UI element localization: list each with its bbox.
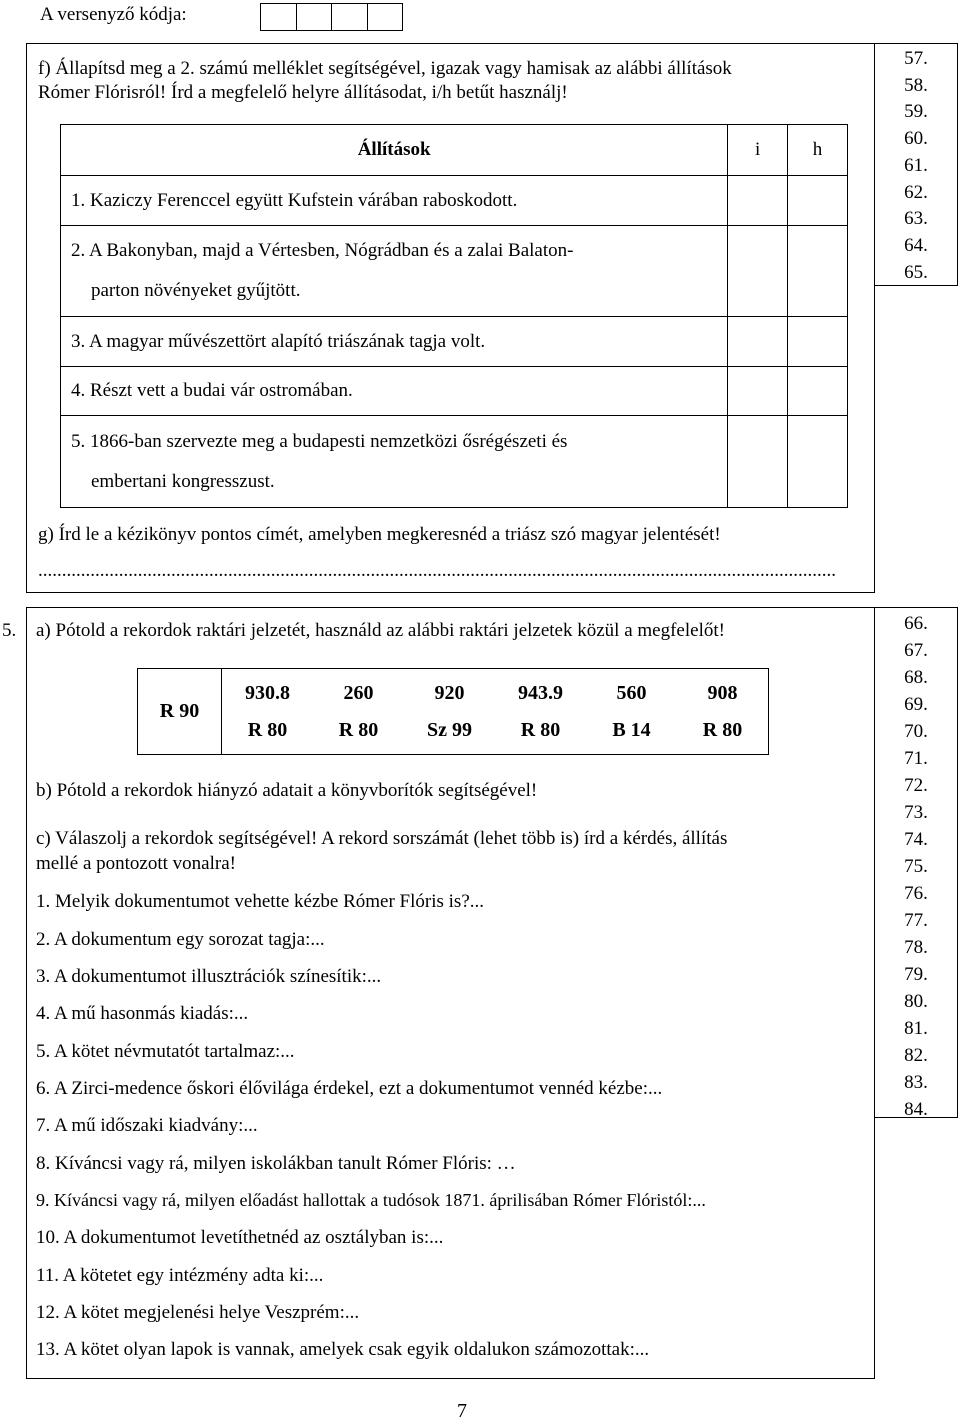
question-5[interactable]: 5. A kötet névmutatót tartalmaz:...: [36, 1041, 295, 1062]
score-label: 66.: [904, 613, 928, 634]
score-label: 75.: [904, 856, 928, 877]
code-box-2[interactable]: [296, 3, 333, 31]
question-8[interactable]: 8. Kíváncsi vagy rá, milyen iskolákban tanult Rómer Flóris: …: [36, 1153, 516, 1174]
score-label: 64.: [904, 234, 928, 256]
question-10[interactable]: 10. A dokumentumot levetíthetnéd az osztályban is:...: [36, 1227, 444, 1248]
score-label: 69.: [904, 694, 928, 715]
score-label: 84.: [904, 1099, 928, 1120]
score-label: 76.: [904, 883, 928, 904]
task-g-instruction: g) Írd le a kézikönyv pontos címét, amelyben megkeresnéd a triász szó magyar jelentését!: [38, 524, 721, 545]
statements-table: [60, 124, 848, 508]
task-f-instruction-line1: f) Állapítsd meg a 2. számú melléklet segítségével, igazak vagy hamisak az alábbi állítások: [38, 58, 732, 79]
question-7[interactable]: 7. A mű időszaki kiadvány:...: [36, 1115, 258, 1136]
task-5a-instruction: a) Pótold a rekordok raktári jelzetét, használd az alábbi raktári jelzetek közül a megfelelőt!: [36, 620, 725, 641]
shelf-mark-option: 560 B 14: [612, 681, 651, 741]
score-label: 68.: [904, 667, 928, 688]
shelf-mark-option: 920 Sz 99: [427, 681, 472, 741]
task-5-number: 5.: [2, 620, 17, 641]
score-label: 58.: [904, 74, 928, 96]
contestant-code-boxes[interactable]: [261, 3, 403, 31]
question-1[interactable]: 1. Melyik dokumentumot vehette kézbe Rómer Flóris is?...: [36, 891, 485, 912]
statement-3: 3. A magyar művészettört alapító triászának tagja volt.: [61, 317, 728, 366]
score-label: 83.: [904, 1072, 928, 1093]
task-5c-instruction-line2: mellé a pontozott vonalra!: [36, 853, 236, 874]
shelf-mark-table: [137, 668, 769, 755]
statement-2-true-cell[interactable]: [728, 225, 788, 317]
shelf-mark-option: 260 R 80: [338, 681, 379, 741]
question-12[interactable]: 12. A kötet megjelenési helye Veszprém:...: [36, 1302, 360, 1323]
score-label: 59.: [904, 101, 928, 123]
statement-1: 1. Kaziczy Ferenccel együtt Kufstein várában raboskodott.: [61, 176, 728, 225]
score-label: 79.: [904, 964, 928, 985]
shelf-mark-options: [222, 669, 769, 755]
false-column-header: h: [788, 125, 848, 176]
page-number: 7: [457, 1400, 467, 1422]
statement-4: 4. Részt vett a budai vár ostromában.: [61, 366, 728, 415]
score-label: 63.: [904, 208, 928, 230]
statement-4-true-cell[interactable]: [728, 366, 788, 415]
score-label: 62.: [904, 181, 928, 203]
shelf-mark-option: 908 R 80: [702, 681, 743, 741]
score-label: 81.: [904, 1018, 928, 1039]
question-11[interactable]: 11. A kötetet egy intézmény adta ki:...: [36, 1265, 324, 1286]
shelf-mark-r90: R 90: [138, 669, 222, 755]
score-label: 78.: [904, 937, 928, 958]
question-6[interactable]: 6. A Zirci-medence őskori élővilága érdekel, ezt a dokumentumot vennéd kézbe:...: [36, 1078, 663, 1099]
statement-5-true-cell[interactable]: [728, 416, 788, 508]
contestant-code-label: A versenyző kódja:: [40, 4, 187, 25]
statement-2: 2. A Bakonyban, majd a Vértesben, Nógrádban és a zalai Balaton- parton növényeket gyűjtött.: [61, 225, 728, 317]
score-label: 74.: [904, 829, 928, 850]
score-label: 70.: [904, 721, 928, 742]
score-label: 80.: [904, 991, 928, 1012]
score-label: 71.: [904, 748, 928, 769]
task-f-instruction-line2: Rómer Flórisról! Írd a megfelelő helyre állításodat, i/h betűt használj!: [38, 82, 568, 103]
task-g-answer-line[interactable]: ........................................................................................................................................................................: [38, 560, 836, 581]
true-column-header: i: [728, 125, 788, 176]
shelf-mark-option: 930.8 R 80: [245, 681, 290, 741]
code-box-3[interactable]: [331, 3, 368, 31]
statement-5-false-cell[interactable]: [788, 416, 848, 508]
score-label: 73.: [904, 802, 928, 823]
statement-1-true-cell[interactable]: [728, 176, 788, 225]
task-5c-instruction-line1: c) Válaszolj a rekordok segítségével! A rekord sorszámát (lehet több is) írd a kérdés, állítás: [36, 828, 728, 849]
score-label: 72.: [904, 775, 928, 796]
statement-1-false-cell[interactable]: [788, 176, 848, 225]
score-label: 77.: [904, 910, 928, 931]
statements-header: Állítások: [61, 125, 728, 176]
statement-4-false-cell[interactable]: [788, 366, 848, 415]
question-13[interactable]: 13. A kötet olyan lapok is vannak, amelyek csak egyik oldalukon számozottak:...: [36, 1339, 650, 1360]
score-label: 65.: [904, 261, 928, 283]
question-4[interactable]: 4. A mű hasonmás kiadás:...: [36, 1003, 249, 1024]
score-column-57-65: [874, 43, 958, 286]
task-5b-instruction: b) Pótold a rekordok hiányzó adatait a könyvborítók segítségével!: [36, 780, 538, 801]
code-box-1[interactable]: [260, 3, 297, 31]
score-label: 60.: [904, 128, 928, 150]
score-column-66-84: [874, 607, 958, 1118]
statement-5: 5. 1866-ban szervezte meg a budapesti nemzetközi ősrégészeti és embertani kongresszust.: [61, 416, 728, 508]
question-3[interactable]: 3. A dokumentumot illusztrációk színesítik:...: [36, 966, 382, 987]
statement-2-false-cell[interactable]: [788, 225, 848, 317]
code-box-4[interactable]: [367, 3, 404, 31]
question-2[interactable]: 2. A dokumentum egy sorozat tagja:...: [36, 929, 325, 950]
score-label: 57.: [904, 48, 928, 69]
score-label: 82.: [904, 1045, 928, 1066]
score-label: 67.: [904, 640, 928, 661]
statement-3-true-cell[interactable]: [728, 317, 788, 366]
shelf-mark-option: 943.9 R 80: [518, 681, 563, 741]
question-9[interactable]: 9. Kíváncsi vagy rá, milyen előadást hallottak a tudósok 1871. áprilisában Rómer Flóristól:...: [36, 1190, 706, 1210]
score-label: 61.: [904, 154, 928, 176]
statement-3-false-cell[interactable]: [788, 317, 848, 366]
